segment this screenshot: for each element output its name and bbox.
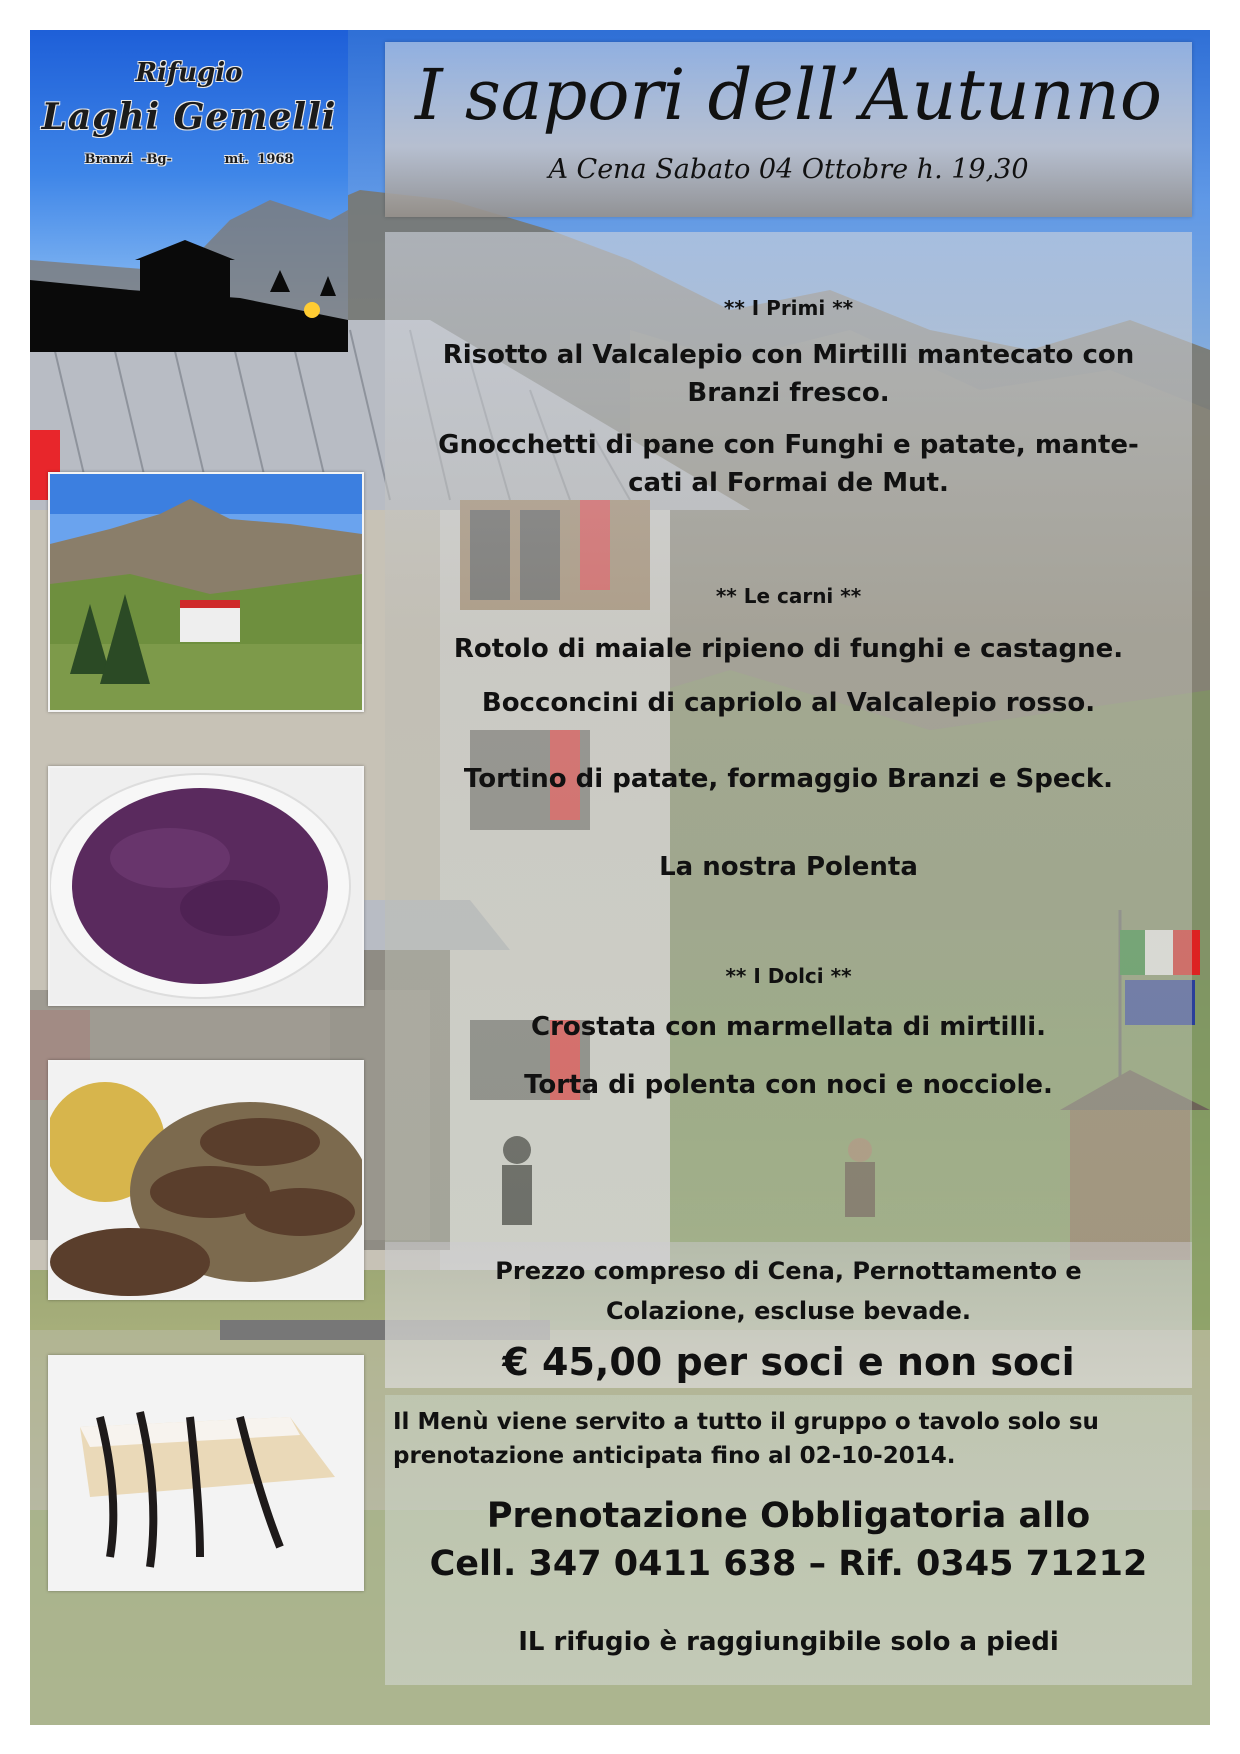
price-includes-line2: Colazione, escluse bevade. bbox=[606, 1297, 971, 1325]
logo-location bbox=[30, 152, 348, 167]
logo-rifugio-laghi-gemelli bbox=[30, 30, 348, 352]
photo-meat-polenta bbox=[48, 1060, 364, 1300]
menu-item-risotto-line2: Branzi fresco. bbox=[687, 378, 890, 408]
menu-item-gnocchetti-line2: cati al Formai de Mut. bbox=[628, 468, 949, 498]
booking-note-line1: Il Menù viene servito a tutto il gruppo o tavolo solo su bbox=[393, 1409, 1099, 1435]
booking-phone-numbers: Cell. 347 0411 638 – Rif. 0345 71212 bbox=[429, 1544, 1148, 1584]
logo-altitude-text: mt. 1968 bbox=[224, 152, 294, 167]
price-amount: € 45,00 per soci e non soci bbox=[502, 1340, 1075, 1384]
photo-dessert bbox=[48, 1355, 364, 1591]
landscape-photo-icon bbox=[50, 474, 362, 710]
booking-required: Prenotazione Obbligatoria allo bbox=[486, 1496, 1091, 1536]
logo-name-text: Laghi Gemelli bbox=[41, 96, 337, 138]
header-panel bbox=[385, 42, 1192, 217]
photo-risotto bbox=[48, 766, 364, 1006]
booking-note-line2: prenotazione anticipata fino al 02-10-2014. bbox=[393, 1443, 956, 1469]
access-note: IL rifugio è raggiungibile solo a piedi bbox=[518, 1627, 1059, 1657]
meat-polenta-photo-icon bbox=[50, 1062, 362, 1298]
section-carni-heading: ** Le carni ** bbox=[715, 584, 862, 608]
booking-note bbox=[393, 1405, 1193, 1473]
dessert-photo-icon bbox=[50, 1357, 362, 1589]
menu-item-bocconcini: Bocconcini di capriolo al Valcalepio rosso. bbox=[481, 688, 1096, 718]
risotto-photo-icon bbox=[50, 768, 362, 1004]
price-includes-line1: Prezzo compreso di Cena, Pernottamento e bbox=[495, 1257, 1082, 1285]
booking-panel bbox=[385, 1395, 1192, 1685]
page-title: I sapori dell’Autunno bbox=[414, 54, 1163, 136]
photo-hut-landscape bbox=[48, 472, 364, 712]
menu-item-torta-polenta: Torta di polenta con noci e nocciole. bbox=[524, 1070, 1053, 1100]
event-date: A Cena Sabato 04 Ottobre h. 19,30 bbox=[548, 154, 1029, 185]
menu-item-rotolo: Rotolo di maiale ripieno di funghi e castagne. bbox=[453, 634, 1124, 664]
section-dolci-heading: ** I Dolci ** bbox=[725, 964, 852, 988]
menu-panel bbox=[385, 232, 1192, 1242]
logo-place-text: Branzi -Bg- bbox=[84, 152, 172, 167]
menu-item-gnocchetti-line1: Gnocchetti di pane con Funghi e patate, mante- bbox=[438, 430, 1139, 460]
section-primi-heading: ** I Primi ** bbox=[723, 296, 854, 320]
hut-silhouette-icon bbox=[30, 200, 348, 352]
menu-item-polenta: La nostra Polenta bbox=[659, 852, 918, 882]
menu-item-tortino: Tortino di patate, formaggio Branzi e Speck. bbox=[463, 764, 1114, 794]
logo-rifugio-text: Rifugio bbox=[135, 58, 243, 88]
menu-item-risotto-line1: Risotto al Valcalepio con Mirtilli mantecato con bbox=[442, 340, 1135, 370]
price-panel bbox=[385, 1242, 1192, 1388]
menu-item-crostata: Crostata con marmellata di mirtilli. bbox=[530, 1012, 1046, 1042]
